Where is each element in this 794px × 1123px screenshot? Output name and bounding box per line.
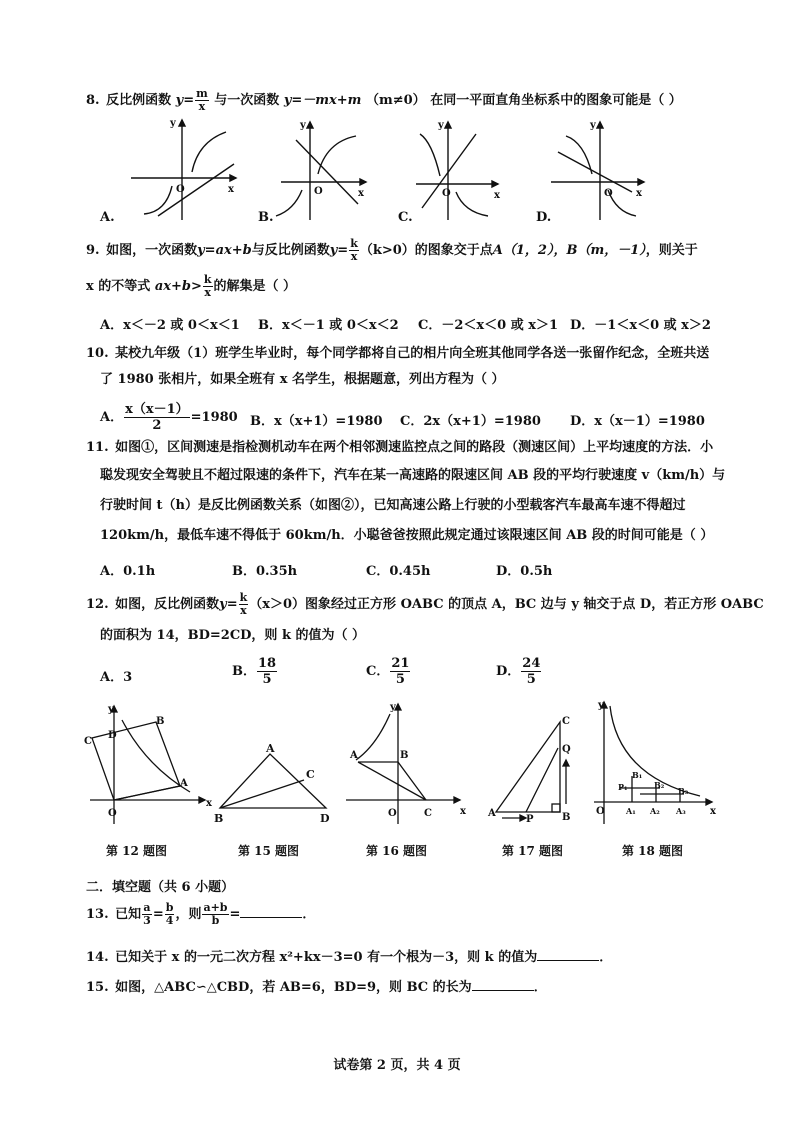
answer-blank[interactable] [537,948,599,961]
question-11-line-3: 行驶时间 t（h）是反比例函数关系（如图②），已知高速公路上行驶的小型载客汽车最高车速不得超过 [100,498,686,513]
fraction: $\frac{k}{x}$ [239,591,248,617]
option-a: A． $\frac{x(x-1)}{2}$ =1980 [100,402,238,433]
question-11-line-4: 120km/h，最低车速不得低于 60km/h．小聪爸爸按照此规定通过该限速区间 AB 段的时间可能是（ ） [100,528,714,543]
svg-text:O: O [388,808,397,819]
option-d: D．x（x－1）=1980 [570,414,705,429]
svg-text:B₃: B₃ [678,786,689,796]
option-a: A．3 [100,670,133,685]
question-9-line-2: x 的不等式 ax+b> $\frac{k}{x}$ 的解集是（ ） [86,273,297,299]
page-footer: 试卷第 2 页，共 4 页 [333,1058,461,1073]
figure-16 [346,702,467,824]
graph-b [276,120,366,220]
figure-17 [487,716,571,825]
question-8-graphs [96,112,696,227]
option-b: B． $\frac{18}{5}$ [232,656,277,687]
question-12-line-2: 的面积为 14，BD=2CD，则 k 的值为（ ） [100,628,366,643]
svg-text:x: x [636,188,642,199]
fraction: $\frac{k}{x}$ [203,273,212,299]
svg-text:x: x [206,798,212,809]
svg-text:O: O [108,808,117,819]
svg-text:O: O [596,806,605,817]
option-b: B．x（x+1）=1980 [250,414,383,429]
svg-text:x: x [460,806,466,817]
option-a: A．x＜－2 或 0＜x＜1 [100,318,240,333]
answer-blank[interactable] [472,978,534,991]
svg-text:B: B [156,716,165,727]
figure-18 [594,700,717,824]
svg-text:y: y [108,704,114,715]
svg-text:C: C [424,808,432,819]
svg-text:x: x [710,806,716,817]
svg-text:y: y [300,120,306,131]
svg-text:O: O [442,188,451,199]
question-14: 14. 已知关于 x 的一元二次方程 x²+kx－3=0 有一个根为－3，则 k 的值为 ． [86,950,613,965]
svg-text:y: y [598,700,604,711]
question-9: 9. 如图，一次函数y=ax+b与反比例函数y= $\frac{k}{x}$ （k>0）的图象交于点A（1，2），B（m，－1），则关于 [86,237,698,263]
figure-15 [214,742,330,825]
option-b: B．0.35h [232,564,298,579]
svg-text:B: B [214,812,224,825]
svg-text:O: O [176,184,185,195]
option-c: C．－2＜x＜0 或 x＞1 [418,318,559,333]
question-10: 10. 某校九年级（1）班学生毕业时，每个同学都将自己的相片向全班其他同学各送一张留作纪念，全班共送 [86,346,710,361]
fraction: $\frac{a}{3}$ [143,901,151,927]
svg-text:x: x [494,190,500,201]
fraction: $\frac{a+b}{b}$ [203,901,228,927]
svg-text:P: P [526,814,534,825]
option-d: D．－1＜x＜0 或 x＞2 [570,318,711,333]
svg-text:B₂: B₂ [654,780,665,790]
question-15: 15. 如图，△ABC∽△CBD，若 AB=6，BD=9，则 BC 的长为 ． [86,980,547,995]
fraction: $\frac{k}{x}$ [350,237,358,263]
svg-text:O: O [314,186,323,197]
option-a: A．0.1h [100,564,156,579]
graph-c [416,120,501,220]
graph-d [551,120,644,220]
section-title: 二．填空题（共 6 小题） [86,880,235,895]
svg-text:A: A [266,742,275,755]
option-c: C． $\frac{21}{5}$ [366,656,410,687]
svg-text:D: D [108,730,117,741]
option-a: A. [100,210,115,225]
caption-figure-15: 第 15 题图 [238,844,300,858]
option-c: C．2x（x+1）=1980 [400,414,541,429]
svg-text:D: D [320,812,330,825]
svg-text:A₁: A₁ [626,806,636,816]
svg-text:A₂: A₂ [650,806,660,816]
svg-text:A₃: A₃ [676,806,686,816]
caption-figure-12: 第 12 题图 [106,844,168,858]
caption-figure-18: 第 18 题图 [622,844,684,858]
svg-text:O: O [604,188,613,199]
option-d: D． $\frac{24}{5}$ [496,656,541,687]
svg-text:y: y [390,702,396,713]
fraction: $\frac{m}{x}$ [196,87,208,113]
question-11: 11. 如图①，区间测速是指检测机动车在两个相邻测速监控点之间的路段（测速区间）上平均速度的方法．小 [86,440,714,455]
graph-a [131,118,236,220]
svg-text:A: A [488,808,496,819]
svg-text:B₁: B₁ [632,770,643,780]
svg-text:A: A [350,750,358,761]
svg-text:x: x [228,184,234,195]
option-c: C. [398,210,413,225]
svg-text:C: C [562,716,570,727]
question-10-line-2: 了 1980 张相片，如果全班有 x 名学生，根据题意，列出方程为（ ） [100,372,505,387]
svg-text:Q: Q [562,744,571,755]
option-d: D．0.5h [496,564,553,579]
svg-text:P₁: P₁ [618,782,628,792]
svg-text:B: B [562,812,571,823]
caption-figure-17: 第 17 题图 [502,844,564,858]
svg-text:x: x [358,188,364,199]
option-b: B. [258,210,274,225]
fraction: $\frac{24}{5}$ [522,656,541,687]
svg-text:A: A [180,778,188,789]
answer-blank[interactable] [240,905,302,918]
question-11-line-2: 聪发现安全驾驶且不超过限速的条件下，汽车在某一高速路的限速区间 AB 段的平均行驶速度 v（km/h）与 [100,468,726,483]
fraction: $\frac{b}{4}$ [165,901,174,927]
fraction: $\frac{18}{5}$ [258,656,277,687]
caption-figure-16: 第 16 题图 [366,844,428,858]
fraction: $\frac{x(x-1)}{2}$ [125,402,189,433]
svg-text:y: y [438,120,444,131]
question-12: 12. 如图，反比例函数y= $\frac{k}{x}$ （x＞0）图象经过正方形 OABC 的顶点 A，BC 边与 y 轴交于点 D，若正方形 OABC [86,591,764,617]
svg-text:y: y [170,118,176,129]
figures-row [80,696,720,836]
question-13: 13. 已知 $\frac{a}{3}$ = $\frac{b}{4}$ ，则 $\frac{a+b}{b}$ = ． [86,901,316,927]
figure-12 [84,704,213,824]
option-c: C．0.45h [366,564,431,579]
option-b: B．x＜－1 或 0＜x＜2 [258,318,399,333]
svg-text:C: C [84,736,92,747]
svg-text:B: B [400,750,409,761]
svg-text:C: C [306,768,315,781]
question-8: 8. 反比例函数 y= $\frac{m}{x}$ 与一次函数 y=－mx+m （m≠0） 在同一平面直角坐标系中的图象可能是（ ） [86,87,682,113]
option-d: D. [536,210,552,225]
svg-text:y: y [590,120,596,131]
fraction: $\frac{21}{5}$ [391,656,410,687]
